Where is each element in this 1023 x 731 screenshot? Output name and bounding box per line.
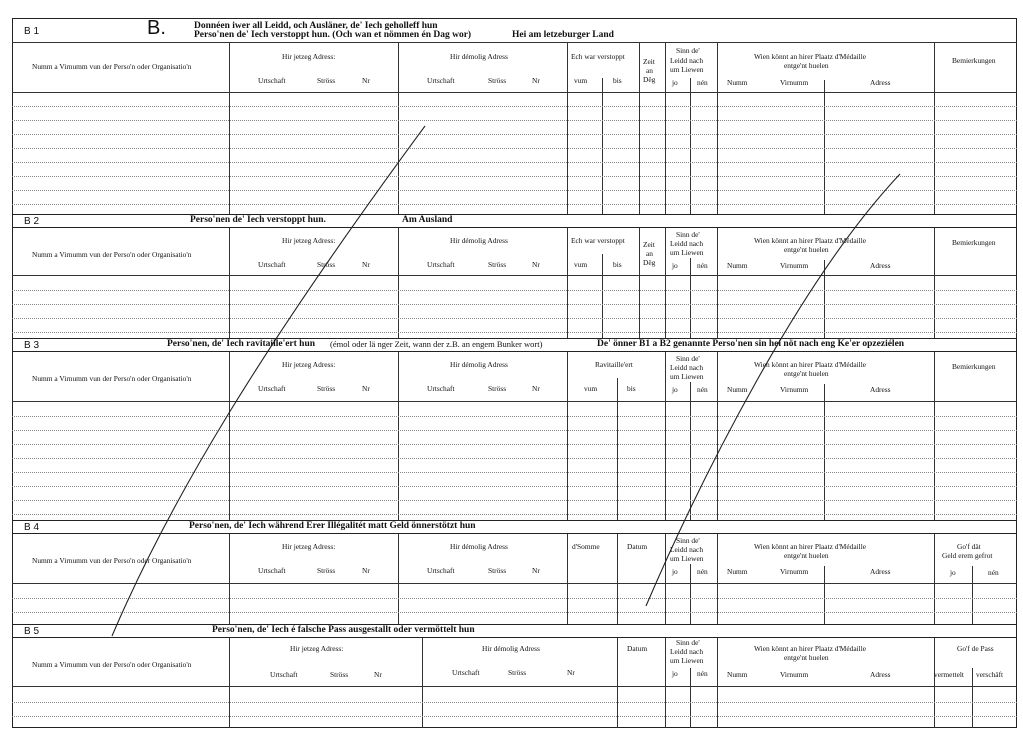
col-pass: Go'f de Pass	[957, 644, 994, 653]
col-name: Numm a Virnumm vun der Perso'n oder Organisatio'n	[32, 374, 192, 383]
section-title-place: Hei am letzeburger Land	[512, 30, 614, 40]
section-b3: B 3 Perso'nen, de' Iech ravitaille'ert hun (émol oder lä nger Zeit, wann der z.B. an engem Bunker wort) De' önner B1 a B2 genannte Perso'nen sin hei nöt nach eng Ke'er opzeziélen Numm a Virnumm vun der Perso'n oder Organisatio'n Hir jetzeg Adress: Urtschaft Ströss Nr Hir démolig Adress Urtschaft Ströss Nr Ravitaille'ert vum bis Sinn de' Leidd nach um Liewen jo nén Wien könnt an hirer Plaatz d'Médaille entge'nt huelen Numm Virnumm Adress Bemierkungen	[12, 338, 1017, 520]
section-id: B 2	[24, 216, 40, 227]
col-medal: Wien könnt an hirer Plaatz d'Médaille	[754, 52, 867, 61]
col-name: Numm a Virnumm vun der Perso'n oder Organisatio'n	[32, 660, 192, 669]
section-title: Perso'nen, de' Iech é falsche Pass ausgestallt oder vermöttelt hun	[212, 625, 475, 635]
col-date: Datum	[627, 542, 648, 551]
section-title: Perso'nen, de' Iech während Erer Illégalitét matt Geld önnerstötzt hun	[189, 521, 476, 531]
section-title: Perso'nen de' Iech verstoppt hun.	[190, 215, 326, 225]
cross-out-stroke	[646, 174, 900, 606]
section-title: Perso'nen, de' Iech ravitaille'ert hun	[167, 339, 316, 349]
col-supplied: Ravitaille'ert	[595, 360, 633, 369]
col-sum: d'Somme	[572, 542, 600, 551]
section-b4: B 4 Perso'nen, de' Iech während Erer Illégalitét matt Geld önnerstötzt hun Numm a Virnumm vun der Perso'n oder Organisatio'n Hir jetzeg Adress: Urtschaft Ströss Nr Hir démolig Adress Urtschaft Ströss Nr d'Somme Datum Sinn de' Leidd nach um Liewen jo nén Wien könnt an hirer Plaatz d'Médaille entge'nt huelen Numm Virnumm Adress Go'f dät Geld erem gefrot jo nén	[12, 520, 1017, 624]
col-repaid: Go'f dät	[957, 542, 981, 551]
section-b5: B 5 Perso'nen, de' Iech é falsche Pass ausgestallt oder vermöttelt hun Numm a Virnumm vun der Perso'n oder Organisatio'n Hir jetzeg Adress: Urtschaft Ströss Nr Hir démolig Adress Urtschaft Ströss Nr Datum Sinn de' Leidd nach um Liewen jo nén Wien könnt an hirer Plaatz d'Médaille entge'nt huelen Numm Virnumm Adress Go'f de Pass vermettelt verschäft	[12, 624, 1017, 728]
col-name: Numm a Virnumm vun der Perso'n oder Organisatio'n	[32, 250, 192, 259]
section-b1: B 1 Donnéen iwer all Leidd, och Ausläner, de' Iech geholleff hun Perso'nen de' Iech verstoppt hun. (Och wan et nömmen én Dag wor) Hei am letzeburger Land Numm a Virnumm vun der Perso'n oder Organisatio'n Hir jetzeg Adress: Urtschaft Ströss Nr Hir démolig Adress Urtschaft Ströss Nr Ech war verstoppt vum bis Zeit an Dëg Sinn de' Leidd nach um Liewen jo nén Wien könnt an hirer Plaatz d'Médaille entge'nt huelen Numm Virnumm Adress Bemierkungen	[12, 18, 1017, 214]
section-id: B 5	[24, 626, 40, 637]
section-title-place: Am Ausland	[402, 215, 453, 225]
col-remarks: Bemierkungen	[952, 56, 996, 65]
col-current-address: Hir jetzeg Adress:	[282, 52, 336, 61]
section-id: B 4	[24, 522, 40, 533]
section-title-extra: De' önner B1 a B2 genannte Perso'nen sin hei nöt nach eng Ke'er opzeziélen	[597, 339, 905, 349]
col-hidden: Ech war verstoppt	[571, 52, 625, 61]
section-id: B 3	[24, 340, 40, 351]
section-id: B 1	[24, 26, 40, 37]
col-former-address: Hir démolig Adress	[450, 52, 508, 61]
cross-out-stroke	[112, 126, 425, 636]
section-title: Donnéen iwer all Leidd, och Ausläner, de' Iech geholleff hun	[194, 21, 438, 31]
form-letter: B.	[147, 17, 166, 39]
section-title-line2: Perso'nen de' Iech verstoppt hun. (Och wan et nömmen én Dag wor)	[194, 30, 472, 40]
section-title-note: (émol oder lä nger Zeit, wann der z.B. an engem Bunker wort)	[330, 339, 543, 349]
col-name: Numm a Virnumm vun der Perso'n oder Organisatio'n	[32, 556, 192, 565]
section-b2: B 2 Perso'nen de' Iech verstoppt hun. Am Ausland Numm a Virnumm vun der Perso'n oder Organisatio'n Hir jetzeg Adress: Urtschaft Ströss Nr Hir démolig Adress Urtschaft Ströss Nr Ech war verstoppt vum bis Zeit an Dëg Sinn de' Leidd nach um Liewen jo nén Wien könnt an hirer Plaatz d'Médaille entge'nt huelen Numm Virnumm Adress Bemierkungen	[12, 214, 1017, 338]
col-name: Numm a Virnumm vun der Perso'n oder Organisatio'n	[32, 62, 192, 71]
